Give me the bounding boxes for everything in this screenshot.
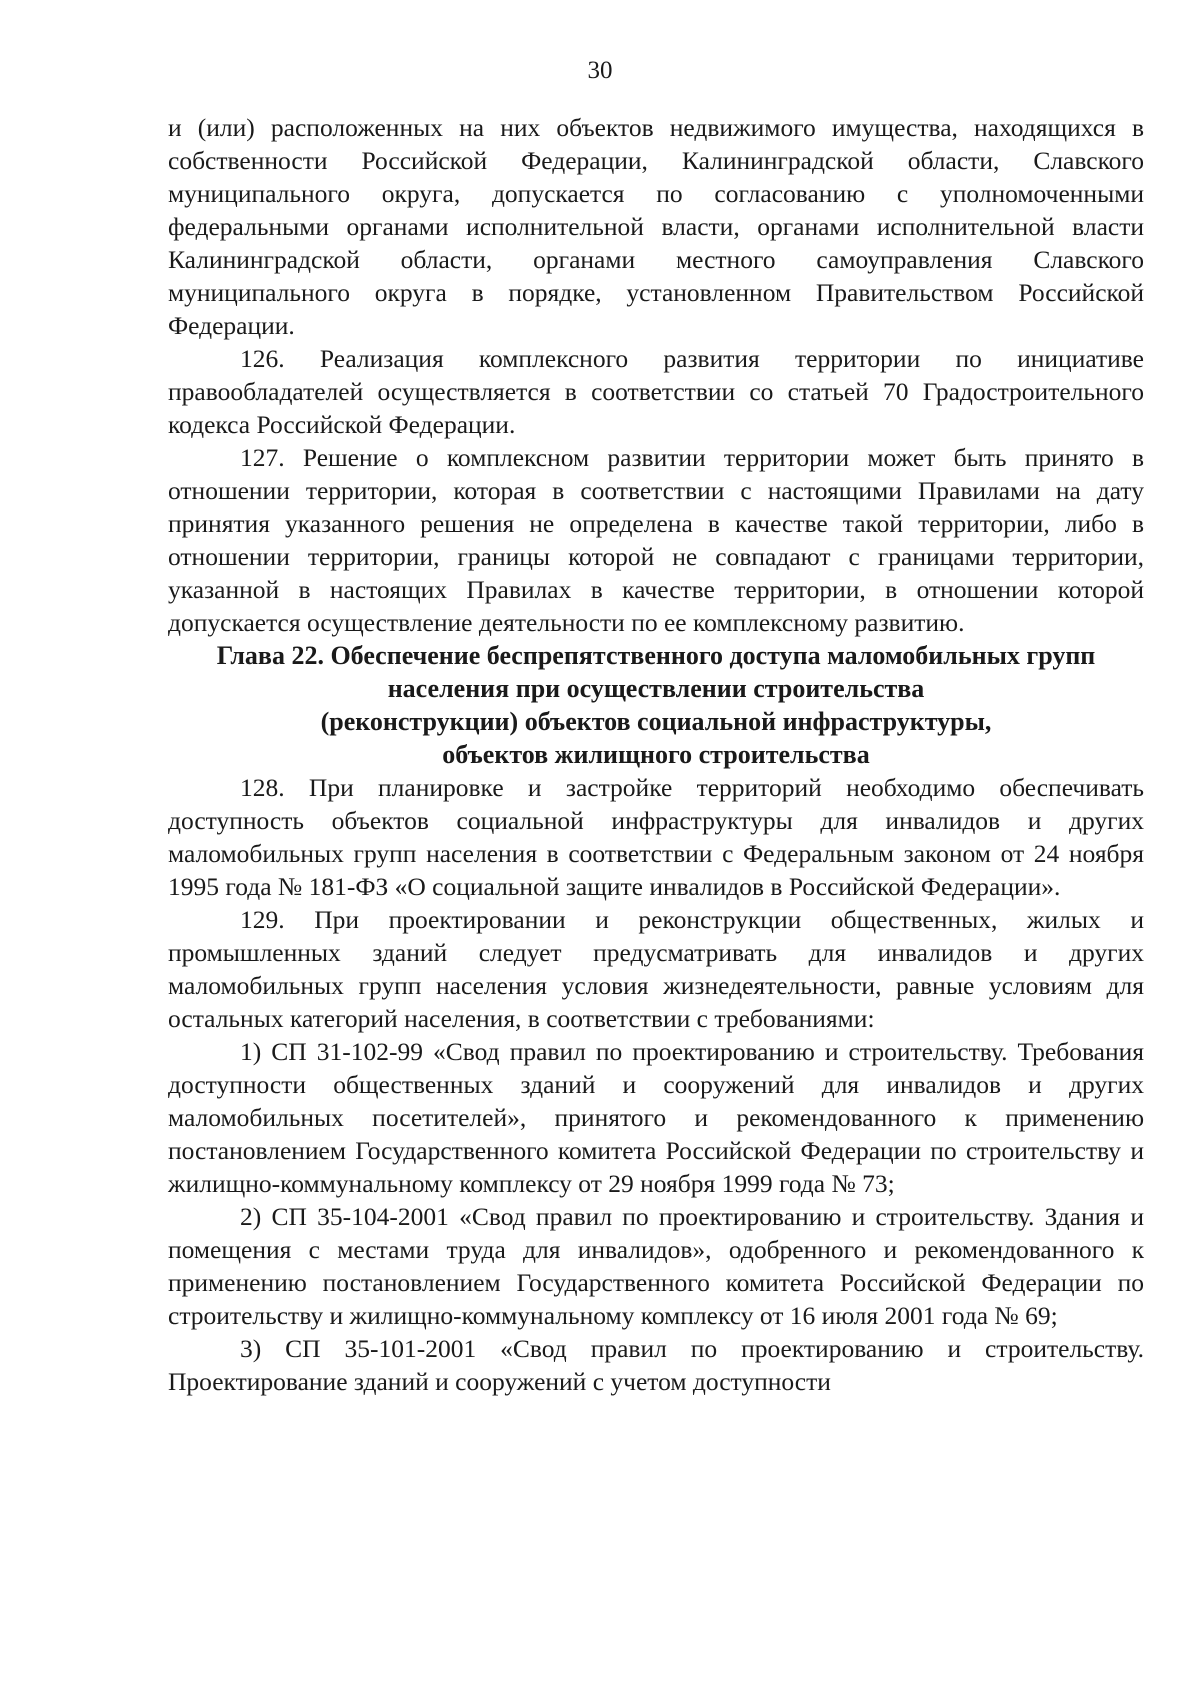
paragraph-127: 127. Решение о комплексном развитии территории может быть принято в отношении территории, которая в соответствии с настоящими Правилами на дату принятия указанного решения не определена в качестве такой территории, либо в отношении территории, границы которой не совпадают с границами территории, указанной в настоящих Правилах в качестве территории, в отношении которой допускается осуществление деятельности по ее комплексному развитию. [168, 443, 1144, 637]
paragraph-126: 126. Реализация комплексного развития территории по инициативе правообладателей осуществляется в соответствии со статьей 70 Градостроительного кодекса Российской Федерации. [168, 344, 1144, 439]
paragraph-continuation: и (или) расположенных на них объектов недвижимого имущества, находящихся в собственности Российской Федерации, Калининградской области, Славского муниципального округа, допускается по согласованию с уполномоченными федеральными органами исполнительной власти, органами исполнительной власти Калининградской области, органами местного самоуправления Славского муниципального округа в порядке, установленном Правительством Российской Федерации. [168, 113, 1144, 340]
list-item-3: 3) СП 35-101-2001 «Свод правил по проектированию и строительству. Проектирование зданий и сооружений с учетом доступности [168, 1334, 1144, 1396]
document-body [168, 111, 1144, 1398]
paragraph-128: 128. При планировке и застройке территорий необходимо обеспечивать доступность объектов социальной инфраструктуры для инвалидов и других маломобильных групп населения в соответствии с Федеральным законом от 24 ноября 1995 года № 181-ФЗ «О социальной защите инвалидов в Российской Федерации». [168, 773, 1144, 901]
chapter-heading [168, 639, 1144, 771]
chapter-heading-line: Глава 22. Обеспечение беспрепятственного доступа маломобильных групп [216, 641, 1096, 670]
chapter-heading-line: объектов жилищного строительства [442, 740, 870, 769]
list-item-1: 1) СП 31-102-99 «Свод правил по проектированию и строительству. Требования доступности общественных зданий и сооружений для инвалидов и других маломобильных посетителей», принятого и рекомендованного к применению постановлением Государственного комитета Российской Федерации по строительству и жилищно-коммунальному комплексу от 29 ноября 1999 года № 73; [168, 1037, 1144, 1198]
chapter-heading-line: (реконструкции) объектов социальной инфраструктуры, [320, 707, 992, 736]
chapter-heading-line: населения при осуществлении строительства [387, 674, 925, 703]
list-item-2: 2) СП 35-104-2001 «Свод правил по проектированию и строительству. Здания и помещения с местами труда для инвалидов», одобренного и рекомендованного к применению постановлением Государственного комитета Российской Федерации по строительству и жилищно-коммунальному комплексу от 16 июля 2001 года № 69; [168, 1202, 1144, 1330]
paragraph-129: 129. При проектировании и реконструкции общественных, жилых и промышленных зданий следует предусматривать для инвалидов и других маломобильных групп населения условия жизнедеятельности, равные условиям для остальных категорий населения, в соответствии с требованиями: [168, 905, 1144, 1033]
page-number: 30 [587, 57, 613, 84]
